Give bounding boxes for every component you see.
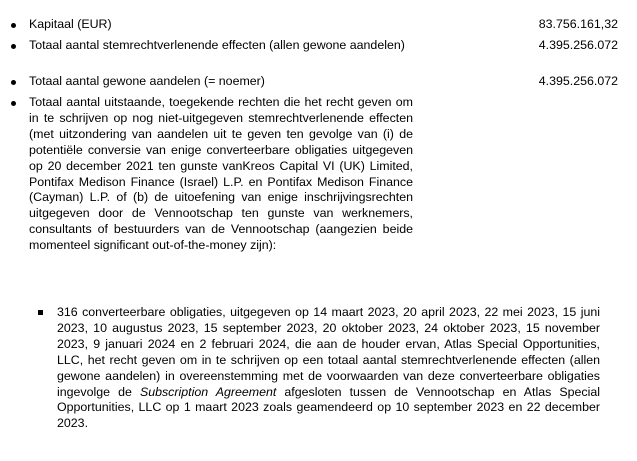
sub-list-item-convertible-bonds [0, 305, 637, 449]
bullet-icon [11, 23, 16, 28]
list-item-capital [0, 17, 637, 33]
bullet-icon [11, 44, 16, 49]
item-value: 4.395.256.072 [538, 74, 618, 88]
item-label: Totaal aantal uitstaande, toegekende rechten die het recht geven om in te schrijven op nog niet-uitgegeven stemrechtverlenende effecten (met uitzondering van aandelen uit te geven ten gevolge van (i) de potentiële conversie van enige converteerbare obligaties uitgegeven op 20 december 2021 ten gunste vanKreos Capital VI (UK) Limited, Pontifax Medison Finance (Israel) L.P. en Pontifax Medison Finance (Cayman) L.P. of (b) de uitoefening van enige inschrijvingsrechten uitgegeven door de Vennootschap ten gunste van werknemers, consultants of bestuurders van de Vennootschap (aangezien beide momenteel significant out-of-the-money zijn): [29, 95, 413, 253]
sub-item-text-part: afgesloten tussen de Vennootschap en Atlas Special Opportunities, LLC op 1 maart 2023 zoals geamendeerd op 10 september 2023 en 22 december 2023. [57, 384, 600, 431]
sub-item-text-part: 316 converteerbare obligaties, uitgegeven op 14 maart 2023, 20 april 2023, 22 mei 2023, 15 juni 2023, 10 augustus 2023, 15 september 2023, 20 oktober 2023, 24 oktober 2023, 15 november 2023, 9 januari 2024 en 2 februari 2024, die aan de houder ervan, Atlas Special Opportunities, LLC, het recht geven om in te schrijven op een totaal aantal stemrechtverlenende effecten (allen gewone aandelen) in overeenstemming met de voorwaarden van deze converteerbare obligaties ingevolge de [57, 305, 600, 399]
bullet-icon [11, 101, 16, 106]
list-item-voting-securities [0, 38, 637, 70]
item-label: Totaal aantal gewone aandelen (= noemer) [29, 74, 265, 88]
list-item-ordinary-shares [0, 74, 637, 90]
item-value: 4.395.256.072 [538, 38, 618, 52]
item-label: Totaal aantal stemrechtverlenende effecten (allen gewone aandelen) [29, 38, 405, 52]
item-value: 83.756.161,32 [538, 17, 618, 31]
list-item-outstanding-rights [0, 95, 637, 287]
sub-item-italic-term: Subscription Agreement [139, 384, 277, 399]
sub-item-text [57, 305, 600, 432]
item-label: Kapitaal (EUR) [29, 17, 112, 31]
bullet-icon [11, 80, 16, 85]
square-bullet-icon [38, 310, 43, 315]
